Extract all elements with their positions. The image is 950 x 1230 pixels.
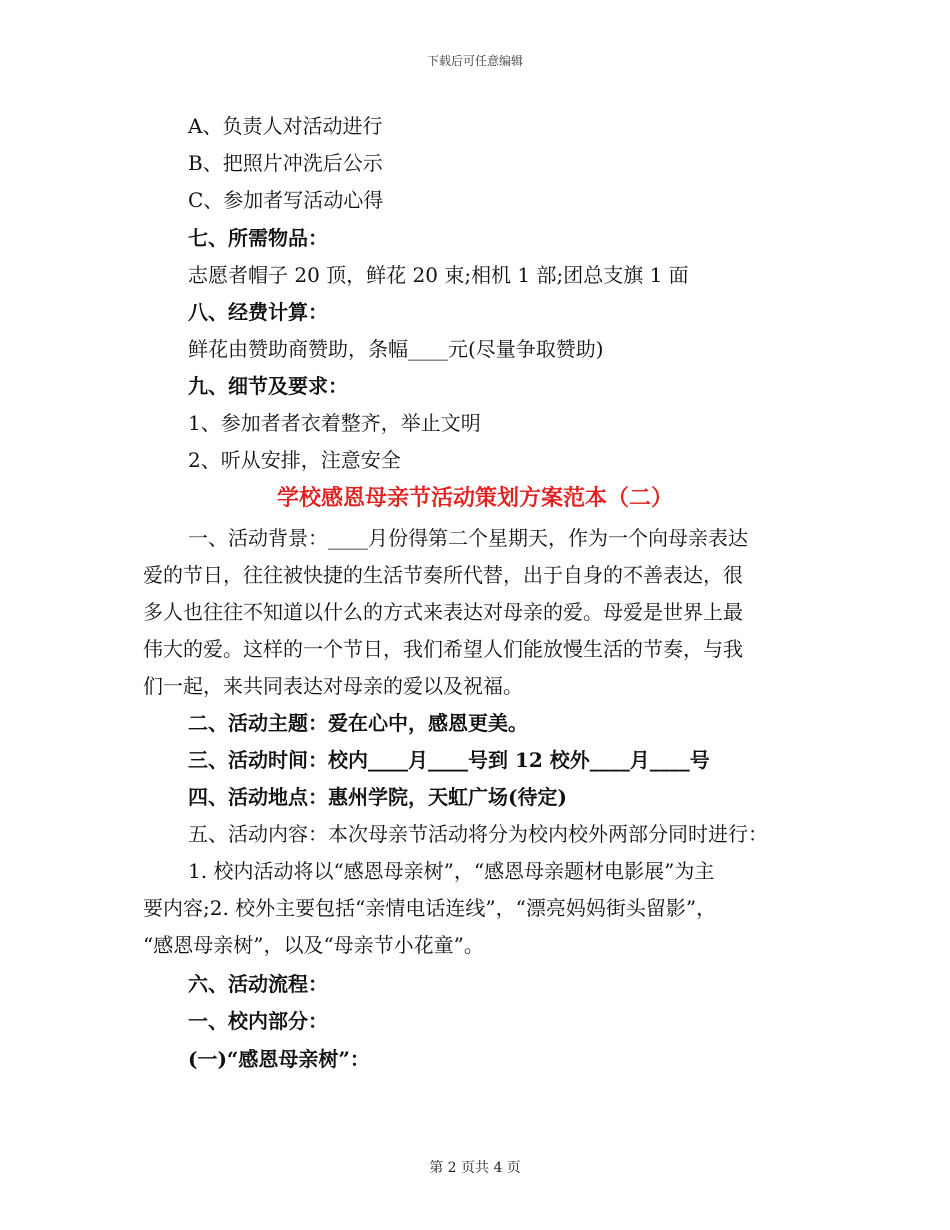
list-item-a: A、负责人对活动进行 <box>188 114 383 138</box>
content-line-4: “感恩母亲树”，以及“母亲节小花童”。 <box>143 933 484 957</box>
heading-process: 六、活动流程： <box>188 972 328 996</box>
location-line: 四、活动地点：惠州学院，天虹广场(待定) <box>188 785 567 809</box>
supplies-text: 志愿者帽子 20 顶，鲜花 20 束;相机 1 部;团总支旗 1 面 <box>188 263 689 287</box>
page-footer: 第 2 页共 4 页 <box>429 1160 521 1176</box>
heading-details: 九、细节及要求： <box>188 374 348 398</box>
background-line-3: 多人也往往不知道以什么的方式来表达对母亲的爱。母爱是世界上最 <box>143 600 743 624</box>
time-line: 三、活动时间：校内____月____号到 12 校外____月____号 <box>188 748 710 772</box>
details-item-1: 1、参加者者衣着整齐，举止文明 <box>188 411 481 435</box>
content-line-3: 要内容;2. 校外主要包括“亲情电话连线”，“漂亮妈妈街头留影”， <box>143 896 717 920</box>
list-item-b: B、把照片冲洗后公示 <box>188 151 383 175</box>
page-header: 下载后可任意编辑 <box>426 54 523 68</box>
details-item-2: 2、听从安排，注意安全 <box>188 448 401 472</box>
document-title: 学校感恩母亲节活动策划方案范本（二） <box>276 485 673 511</box>
heading-campus: 一、校内部分： <box>188 1009 328 1033</box>
list-item-c: C、参加者写活动心得 <box>188 188 384 212</box>
background-line-2: 爱的节日，往往被快捷的生活节奏所代替，出于自身的不善表达，很 <box>143 563 743 587</box>
heading-tree: (一)“感恩母亲树”： <box>188 1047 370 1071</box>
heading-supplies: 七、所需物品： <box>188 226 328 250</box>
content-line-1: 五、活动内容：本次母亲节活动将分为校内校外两部分同时进行： <box>188 822 768 846</box>
heading-budget: 八、经费计算： <box>188 300 328 324</box>
budget-text: 鲜花由赞助商赞助，条幅____元(尽量争取赞助) <box>188 337 604 361</box>
background-line-1: 一、活动背景：____月份得第二个星期天，作为一个向母亲表达 <box>188 526 748 550</box>
theme-line: 二、活动主题：爱在心中，感恩更美。 <box>188 711 528 735</box>
content-line-2: 1. 校内活动将以“感恩母亲树”，“感恩母亲题材电影展”为主 <box>188 859 715 883</box>
background-line-5: 们一起，来共同表达对母亲的爱以及祝福。 <box>143 674 523 698</box>
background-line-4: 伟大的爱。这样的一个节日，我们希望人们能放慢生活的节奏，与我 <box>143 637 743 661</box>
